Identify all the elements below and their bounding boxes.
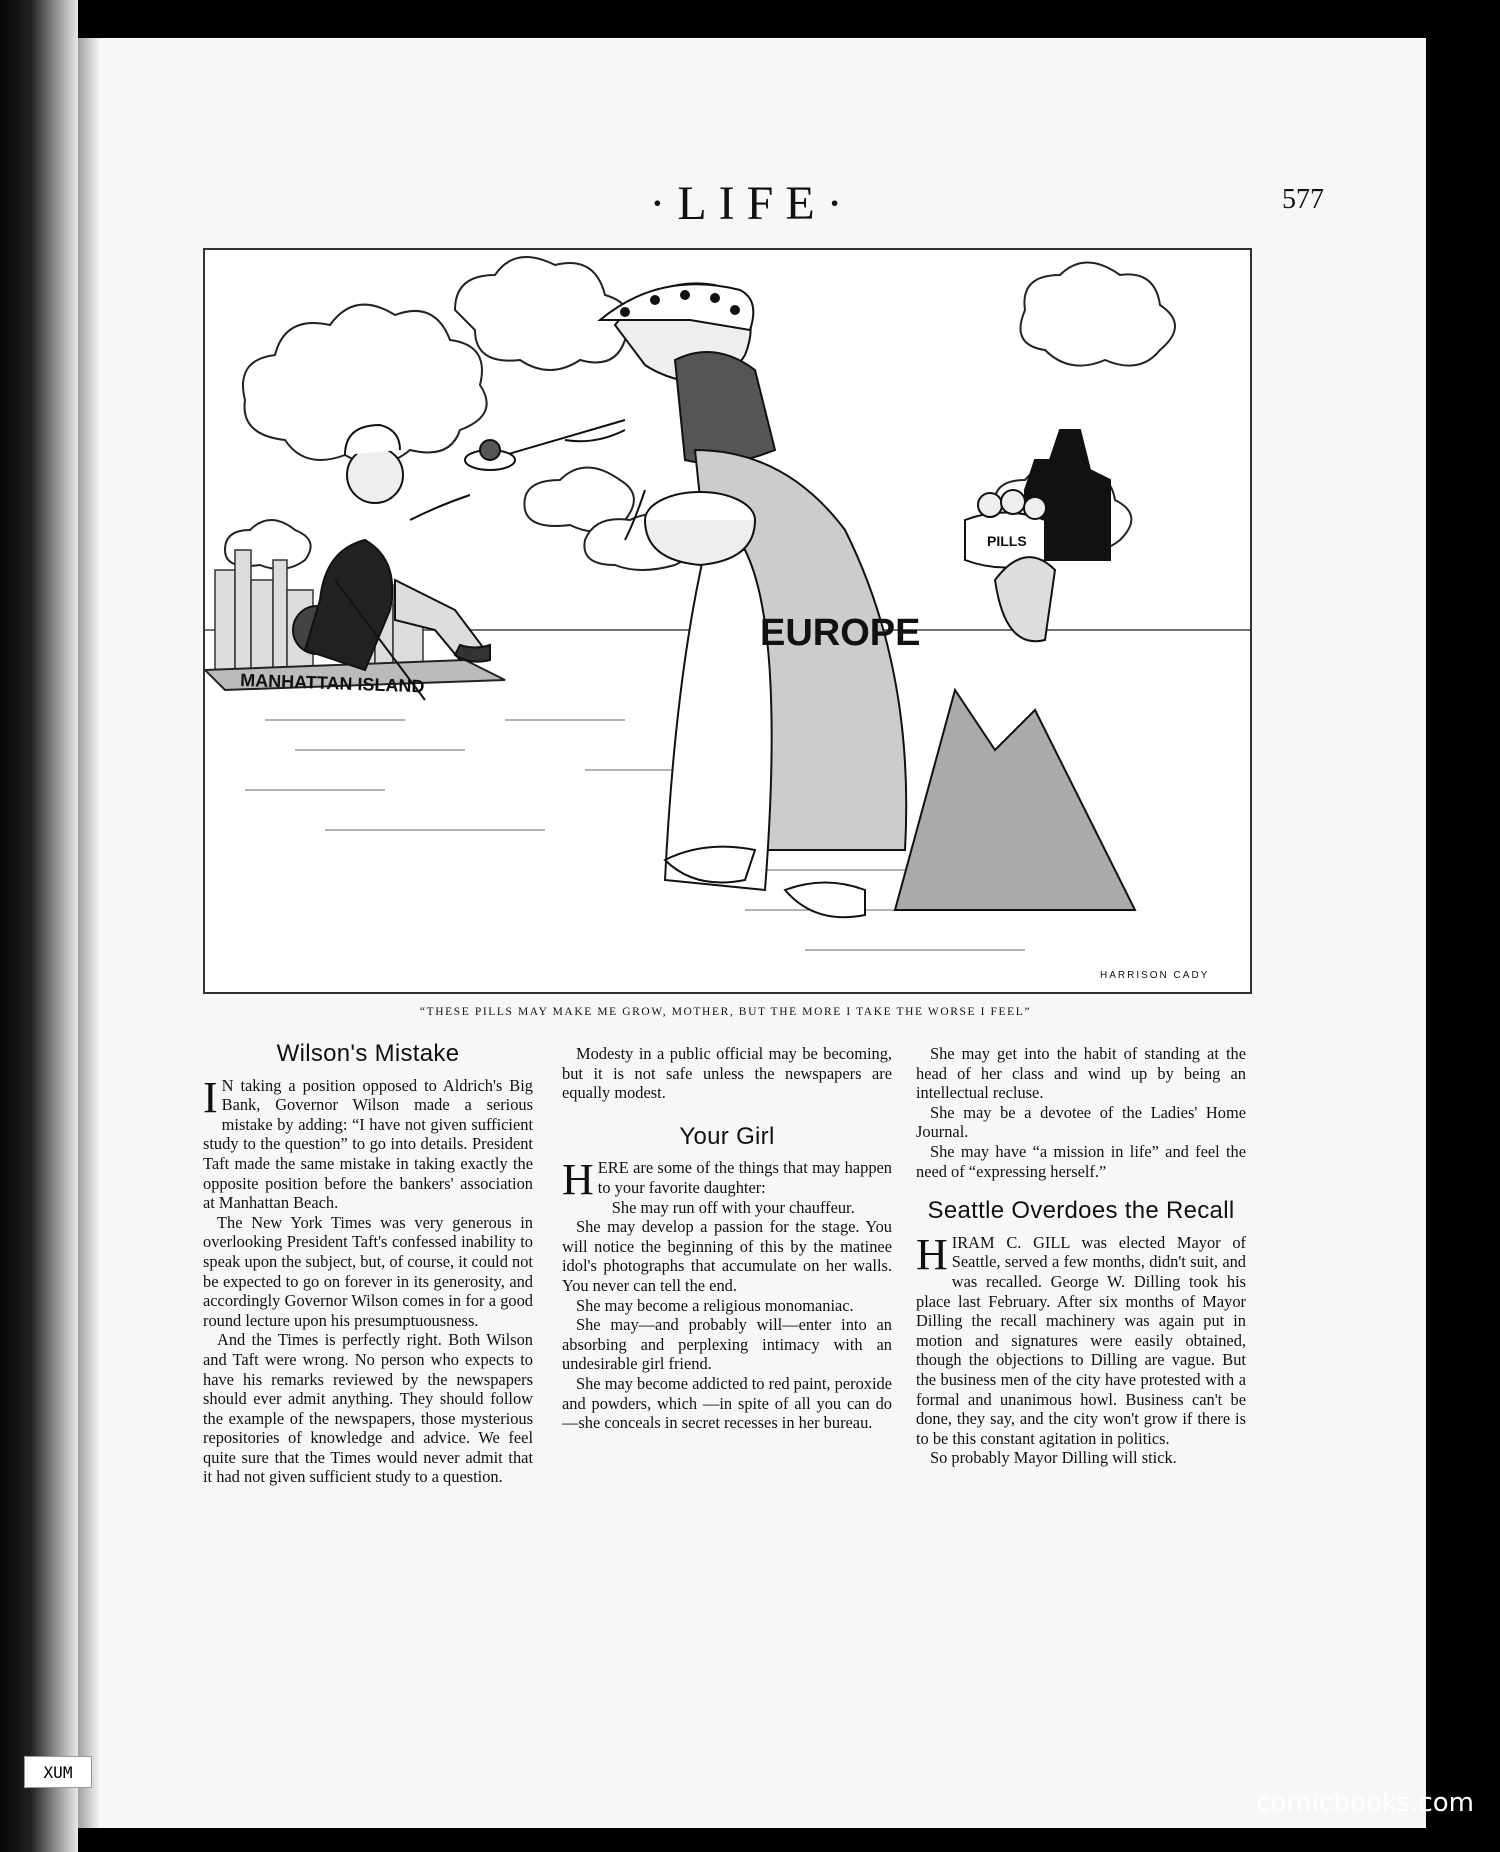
column-2 [562, 1044, 892, 1433]
pill-jar-label: PILLS [987, 533, 1027, 549]
article-paragraph: She may—and probably will—enter into an absorbing and perplexing intimacy with an undesirable girl friend. [562, 1315, 892, 1374]
europe-woman-figure [565, 283, 906, 917]
article-paragraph: Modesty in a public official may be becoming, but it is not safe unless the newspapers are equally modest. [562, 1044, 892, 1103]
cartoon-caption: “THESE PILLS MAY MAKE ME GROW, MOTHER, BUT THE MORE I TAKE THE WORSE I FEEL” [419, 1006, 1032, 1018]
article-title-girl: Your Girl [679, 1122, 775, 1150]
artist-signature: HARRISON CADY [1100, 970, 1210, 981]
article-paragraph: The New York Times was very generous in overlooking President Taft's confessed inability to speak upon the subject, but, of course, it could not be expected to go on forever in its generosity, and accordingly Governor Wilson comes in for a good round lecture upon his presumptuousness. [203, 1212, 533, 1330]
watermark: comicbooks.com [1256, 1788, 1474, 1818]
magazine-page [78, 38, 1426, 1828]
article-paragraph: She may become addicted to red paint, peroxide and powders, which —in spite of all you can do—she conceals in secret recesses in her bureau. [562, 1373, 892, 1433]
page-gutter-shadow [78, 38, 100, 1828]
island-label: MANHATTAN ISLAND [239, 670, 425, 697]
europe-shore [895, 430, 1135, 910]
article-paragraph: She may get into the habit of standing at the head of her class and wind up by being an intellectual recluse. [916, 1044, 1246, 1103]
article-title-seattle: Seattle Overdoes the Recall [927, 1197, 1235, 1225]
column-1 [203, 1040, 533, 1487]
article-paragraph: She may develop a passion for the stage. You will notice the beginning of this by the matinee idol's photographs that accumulate on her walls. You never can tell the end. [562, 1217, 892, 1295]
column-3 [916, 1044, 1246, 1468]
article-paragraph: She may have “a mission in life” and feel the need of “expressing herself.” [916, 1141, 1246, 1181]
cartoon-illustration [205, 250, 1250, 992]
article-paragraph: And the Times is perfectly right. Both Wilson and Taft were wrong. No person who expects to have his remarks reviewed by the newspapers should ever admit anything. They should follow the example of the newspapers, those mysterious repositories of knowledge and advice. We feel quite sure that the Times would never admit that it had not given sufficient study to a question. [203, 1330, 533, 1487]
drop-cap: H [562, 1155, 594, 1205]
spoon [465, 420, 625, 470]
article-paragraph: She may become a religious monomaniac. [576, 1295, 854, 1315]
drop-cap: I [203, 1072, 218, 1122]
book-spine [0, 0, 78, 1852]
article-title-wilson: Wilson's Mistake [276, 1040, 460, 1067]
masthead: ·LIFE· [649, 177, 855, 230]
apron-label: EUROPE [760, 612, 921, 654]
drop-cap: H [916, 1229, 948, 1279]
article-paragraph: HERE are some of the things that may happen to your favorite daughter: [562, 1155, 892, 1205]
article-paragraph: HIRAM C. GILL was elected Mayor of Seattle, served a few months, didn't suit, and was recalled. George W. Dilling took his place last February. After six months of Mayor Dilling the recall machinery was again put in motion and signatures were easily obtained, though the objections to Dilling are vague. But the business men of the city have protested with a formal and unanimous howl. Business can't be done, they say, and the city won't grow if there is to be this constant agitation in politics. [916, 1229, 1246, 1448]
water-ripples [245, 720, 1025, 950]
editorial-cartoon [203, 248, 1252, 994]
page-number: 577 [1282, 184, 1324, 215]
article-paragraph: She may run off with your chauffeur. [611, 1197, 855, 1217]
article-paragraph: So probably Mayor Dilling will stick. [930, 1448, 1177, 1468]
scan-corner-tag: XUM [24, 1756, 92, 1788]
article-paragraph: I N taking a position opposed to Aldrich's Big Bank, Governor Wilson made a serious mistake by adding: “I have not given sufficient study to the question” to go into details. President Taft made the same mistake in taking exactly the opposite position before the bankers' association at Manhattan Beach. [203, 1072, 533, 1213]
article-paragraph: She may be a devotee of the Ladies' Home Journal. [916, 1102, 1246, 1142]
